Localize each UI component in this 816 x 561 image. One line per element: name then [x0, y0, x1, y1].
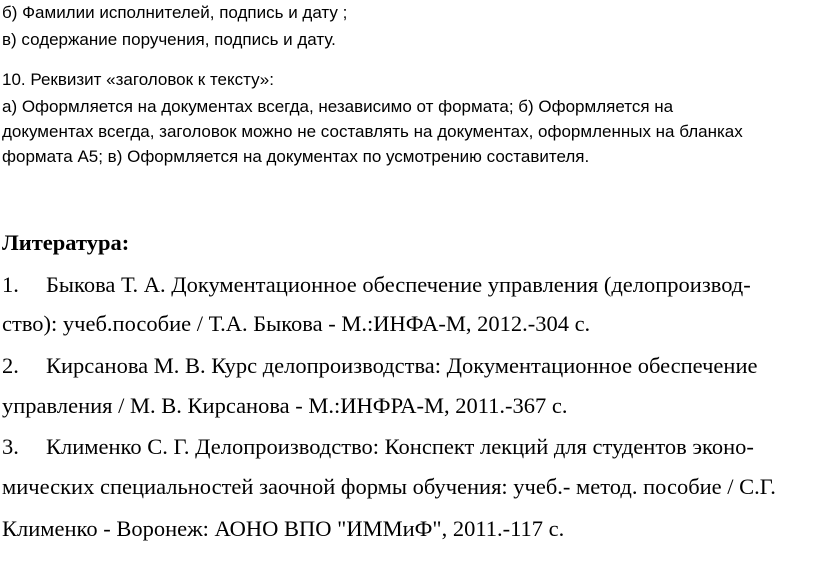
quiz-option-c: в) содержание поручения, подпись и дату. — [2, 30, 336, 49]
reference-3-line-2: мических специальностей заочной формы обучения: учеб.- метод. пособие / С.Г. — [2, 474, 776, 499]
reference-3-line-3: Клименко - Воронеж: АОНО ВПО "ИММиФ", 2011.-117 с. — [2, 516, 565, 541]
reference-3-text-1: Клименко С. Г. Делопроизводство: Конспект лекций для студентов эконо- — [46, 434, 754, 459]
literature-heading: Литература: — [2, 230, 130, 255]
answer-line-1: а) Оформляется на документах всегда, независимо от формата; б) Оформляется на — [2, 97, 674, 116]
question-10: 10. Реквизит «заголовок к тексту»: — [2, 70, 274, 89]
reference-2-line-1 — [2, 353, 815, 379]
reference-3-number: 3. — [2, 434, 19, 459]
reference-1-number: 1. — [2, 272, 19, 297]
reference-3-line-1 — [2, 434, 815, 460]
reference-1-line-2: ство): учеб.пособие / Т.А. Быкова - М.:ИНФА-М, 2012.-304 с. — [2, 311, 591, 336]
quiz-option-b: б) Фамилии исполнителей, подпись и дату ; — [2, 3, 348, 22]
reference-1-text-1: Быкова Т. А. Документационное обеспечение управления (делопроизвод- — [46, 272, 751, 297]
answer-line-2: документах всегда, заголовок можно не составлять на документах, оформленных на бланках — [2, 122, 743, 141]
reference-1-line-1 — [2, 272, 815, 298]
reference-2-text-1: Кирсанова М. В. Курс делопроизводства: Документационное обеспечение — [46, 353, 758, 378]
reference-2-line-2: управления / М. В. Кирсанова - М.:ИНФРА-М, 2011.-367 с. — [2, 393, 568, 418]
reference-2-number: 2. — [2, 353, 19, 378]
answer-line-3: формата А5; в) Оформляется на документах по усмотрению составителя. — [2, 147, 590, 166]
